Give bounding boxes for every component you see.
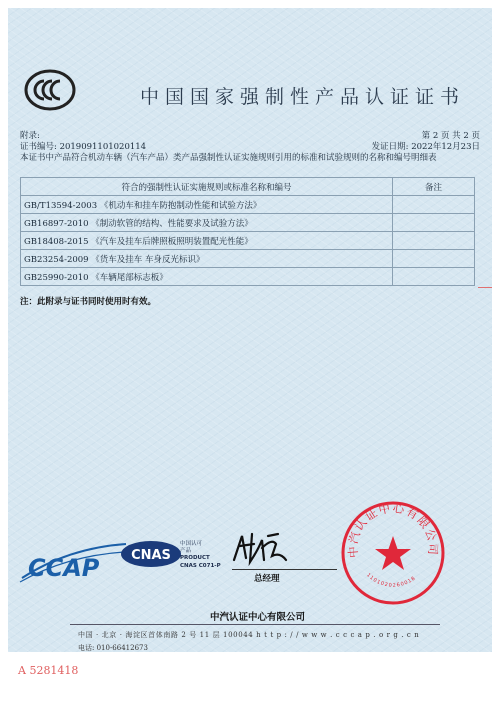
table-row (21, 196, 475, 214)
remark-cell (393, 214, 475, 232)
certificate-number: 证书编号: 2019091101020114 (20, 142, 147, 152)
table-header-standard: 符合的强制性认证实施规则或标准名称和编号 (21, 178, 393, 196)
ccc-logo (24, 64, 76, 116)
footer-address: 中国 · 北京 · 海淀区首体南路 2 号 11 层 100044 h t t p : / / w w w . c c c a p . o r g . c n (78, 631, 420, 639)
table-header-row (21, 178, 475, 196)
standards-table (20, 177, 475, 286)
standard-cell: GB23254-2009 《货车及挂车 车身反光标识》 (21, 250, 393, 268)
cnas-logo (120, 540, 182, 568)
standard-cell: GB18408-2015 《汽车及挂车后牌照板照明装置配光性能》 (21, 232, 393, 250)
official-seal (340, 500, 446, 606)
table-row (21, 214, 475, 232)
cnas-line: CNAS C071-P (180, 562, 221, 569)
footer-phone: 电话: 010-66412673 (78, 644, 148, 652)
table-row (21, 232, 475, 250)
signature-line (232, 569, 337, 570)
cnas-accreditation-text (180, 541, 221, 570)
remark-cell (393, 232, 475, 250)
signatory-title: 总经理 (254, 574, 280, 584)
remark-cell (393, 250, 475, 268)
seal-code: 1101020260018 (365, 572, 418, 589)
ccap-logo (18, 538, 130, 584)
serial-number: A 5281418 (18, 664, 79, 677)
cnas-line: PRODUCT (180, 555, 210, 562)
table-row (21, 268, 475, 286)
footer-divider (70, 624, 440, 625)
cnas-line: 中国认可 (180, 541, 203, 547)
certificate-title: 中国国家强制性产品认证证书 (140, 86, 466, 108)
standard-cell: GB16897-2010 《制动软管的结构、性能要求及试验方法》 (21, 214, 393, 232)
remark-cell (393, 268, 475, 286)
margin-mark (478, 287, 492, 288)
seal-text: 中汽认证中心有限公司 (345, 500, 441, 559)
page-info: 第 2 页 共 2 页 (421, 131, 480, 141)
svg-text:1101020260018 (365, 572, 417, 588)
cnas-logo-text: CNAS (131, 548, 171, 563)
table-header-remark: 备注 (393, 178, 475, 196)
cnas-line: 产品 (180, 548, 192, 555)
standard-cell: GB/T13594-2003 《机动车和挂车防抱制动性能和试验方法》 (21, 196, 393, 214)
handwritten-signature (228, 530, 290, 568)
validity-note: 注：此附录与证书同时使用时有效。 (20, 297, 157, 307)
remark-cell (393, 196, 475, 214)
ccap-logo-text: CCAP (28, 554, 100, 582)
attachment-label: 附录: (20, 131, 40, 141)
issuing-organization: 中汽认证中心有限公司 (210, 612, 306, 623)
description: 本证书中产品符合机动车辆（汽车产品）类产品强制性认证实施规则引用的标准和试验规则的名称和编号明细表 (20, 153, 437, 163)
issue-date: 发证日期: 2022年12月23日 (371, 142, 480, 152)
star-icon (375, 536, 411, 570)
table-row (21, 250, 475, 268)
standard-cell: GB25990-2010 《车辆尾部标志板》 (21, 268, 393, 286)
